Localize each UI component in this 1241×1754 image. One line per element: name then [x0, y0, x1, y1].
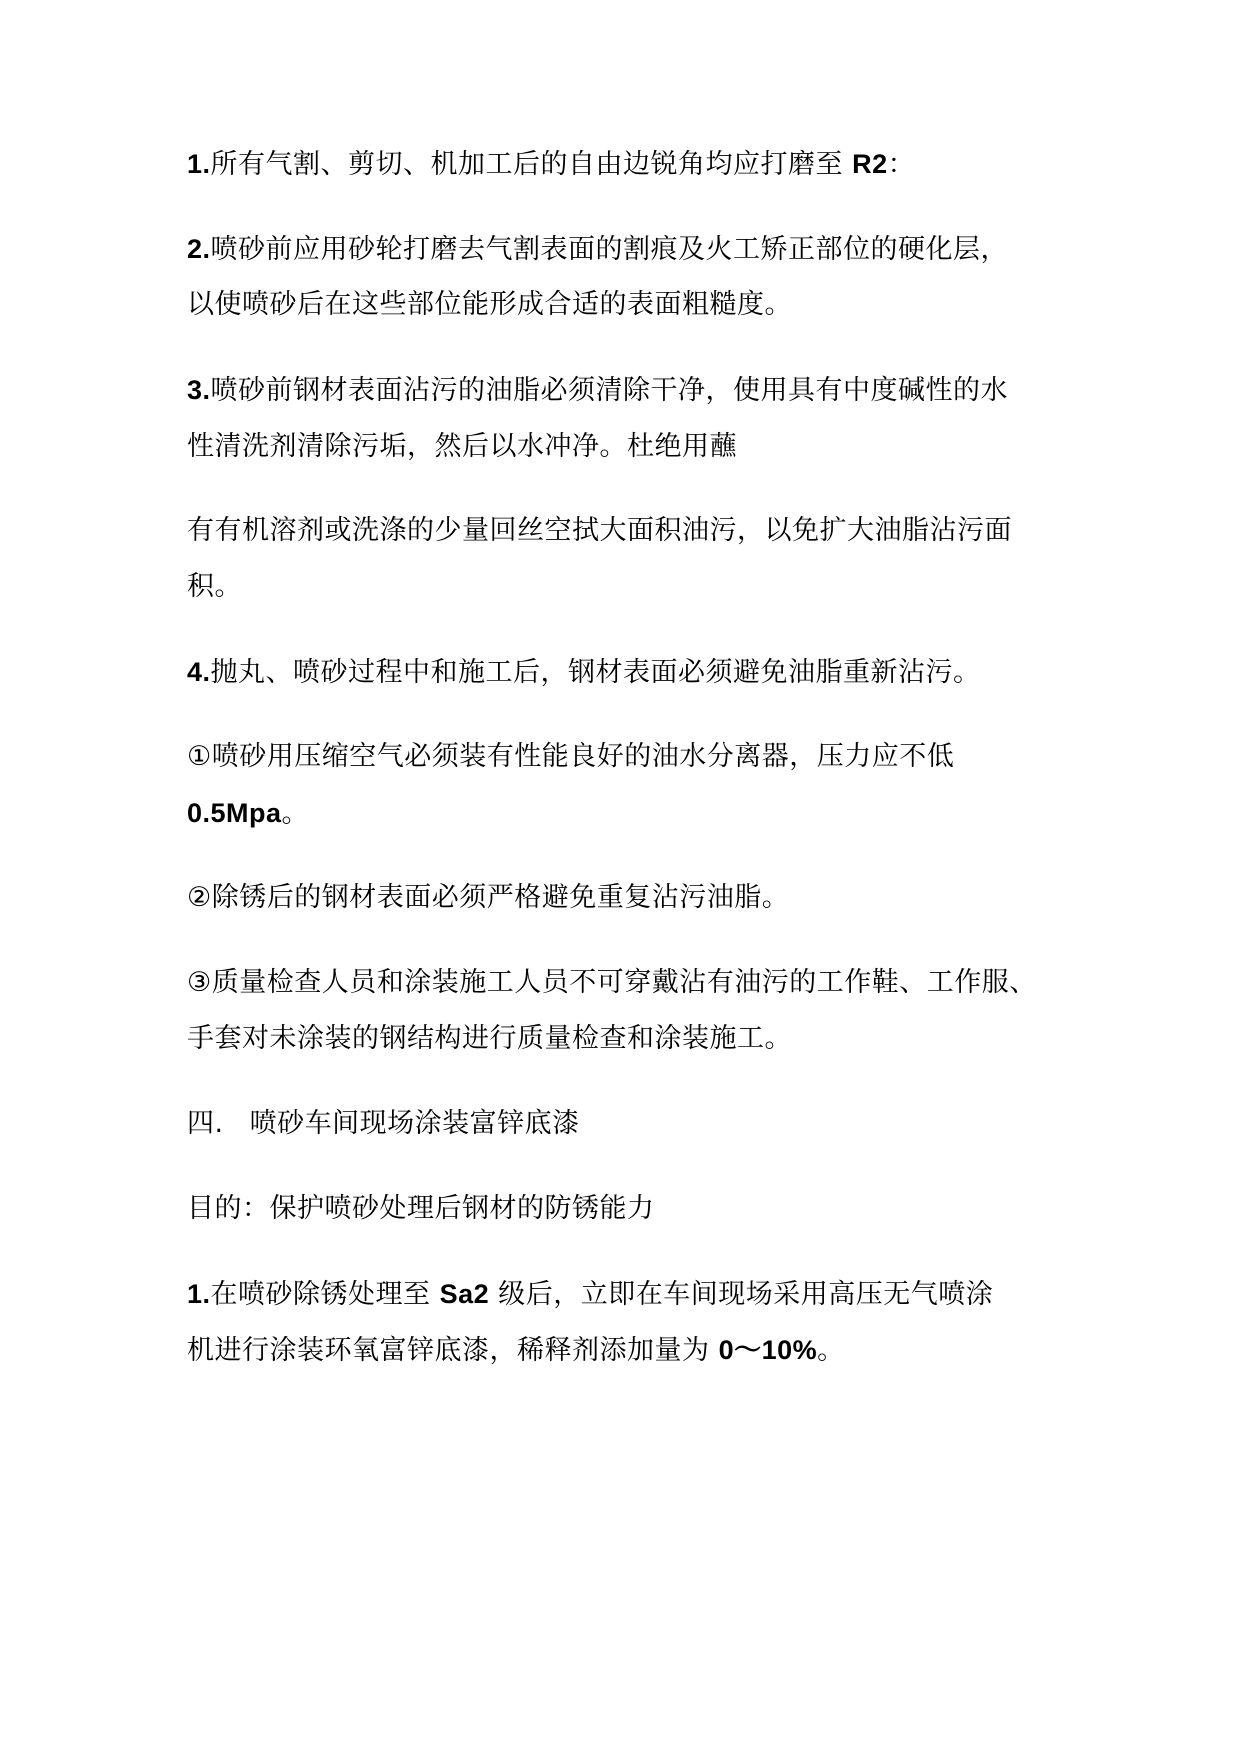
line-text: ①喷砂用压缩空气必须装有性能良好的油水分离器，压力应不低 — [187, 741, 955, 772]
line-tail: 。 — [281, 798, 310, 829]
line-text: 在喷砂除锈处理至 — [210, 1279, 440, 1310]
line-3-continuation-3 — [187, 570, 242, 604]
line-text: ②除锈后的钢材表面必须严格避免重复沾污油脂。 — [187, 882, 790, 913]
line-sub-3-inspection — [187, 966, 1037, 1000]
line-sub-1-continuation — [187, 796, 309, 831]
line-text: 性清洗剂清除污垢，然后以水冲净。杜绝用蘸 — [187, 431, 737, 462]
line-text: ③质量检查人员和涂装施工人员不可穿戴沾有油污的工作鞋、工作服、 — [187, 967, 1037, 998]
item-number: 1. — [187, 1279, 211, 1309]
line-section-4-item-1-continuation — [187, 1333, 845, 1368]
line-section-4-item-1 — [187, 1277, 993, 1312]
line-text: 所有气割、剪切、机加工后的自由边锐角均应打磨至 — [210, 149, 853, 180]
line-3-degreasing — [187, 373, 1008, 408]
line-2-grinding — [187, 232, 1008, 267]
item-number: 1. — [187, 149, 211, 179]
line-1-chamfer-requirement — [187, 147, 915, 182]
line-sub-3-continuation — [187, 1022, 792, 1056]
line-3-continuation — [187, 430, 737, 464]
line-sub-2-avoid-oil — [187, 881, 789, 915]
line-text: 目的：保护喷砂处理后钢材的防锈能力 — [187, 1193, 655, 1224]
line-sub-1-compressed-air — [187, 740, 954, 774]
line-text: 手套对未涂装的钢结构进行质量检查和涂装施工。 — [187, 1023, 792, 1054]
section-title: 喷砂车间现场涂装富锌底漆 — [249, 1108, 580, 1139]
line-text: 积。 — [187, 571, 242, 602]
radius-value: R2 — [852, 149, 888, 179]
line-2-continuation — [187, 288, 792, 322]
line-tail: 。 — [817, 1335, 845, 1366]
line-text: 抛丸、喷砂过程中和施工后，钢材表面必须避免油脂重新沾污。 — [210, 657, 981, 688]
line-tail: 级后，立即在车间现场采用高压无气喷涂 — [489, 1279, 994, 1310]
line-3-continuation-2 — [187, 514, 1012, 548]
item-number: 3. — [187, 375, 211, 405]
section-number: 四. — [187, 1108, 224, 1139]
line-text: 喷砂前应用砂轮打磨去气割表面的割痕及火工矫正部位的硬化层， — [210, 234, 1009, 265]
item-number: 2. — [187, 234, 211, 264]
line-text: 以使喷砂后在这些部位能形成合适的表面粗糙度。 — [187, 289, 792, 320]
line-text: 喷砂前钢材表面沾污的油脂必须清除干净，使用具有中度碱性的水 — [210, 375, 1009, 406]
line-4-contamination — [187, 655, 981, 690]
grade-value: Sa2 — [439, 1279, 490, 1309]
line-tail: ： — [887, 149, 916, 180]
pressure-value: 0.5Mpa — [187, 798, 282, 828]
section-purpose — [187, 1192, 655, 1226]
line-text: 机进行涂装环氧富锌底漆，稀释剂添加量为 — [187, 1335, 719, 1366]
item-number: 4. — [187, 657, 211, 687]
line-text: 有有机溶剂或洗涤的少量回丝空拭大面积油污，以免扩大油脂沾污面 — [187, 515, 1012, 546]
thinner-ratio-value: 0～10% — [718, 1335, 818, 1365]
section-heading-4 — [187, 1107, 580, 1141]
